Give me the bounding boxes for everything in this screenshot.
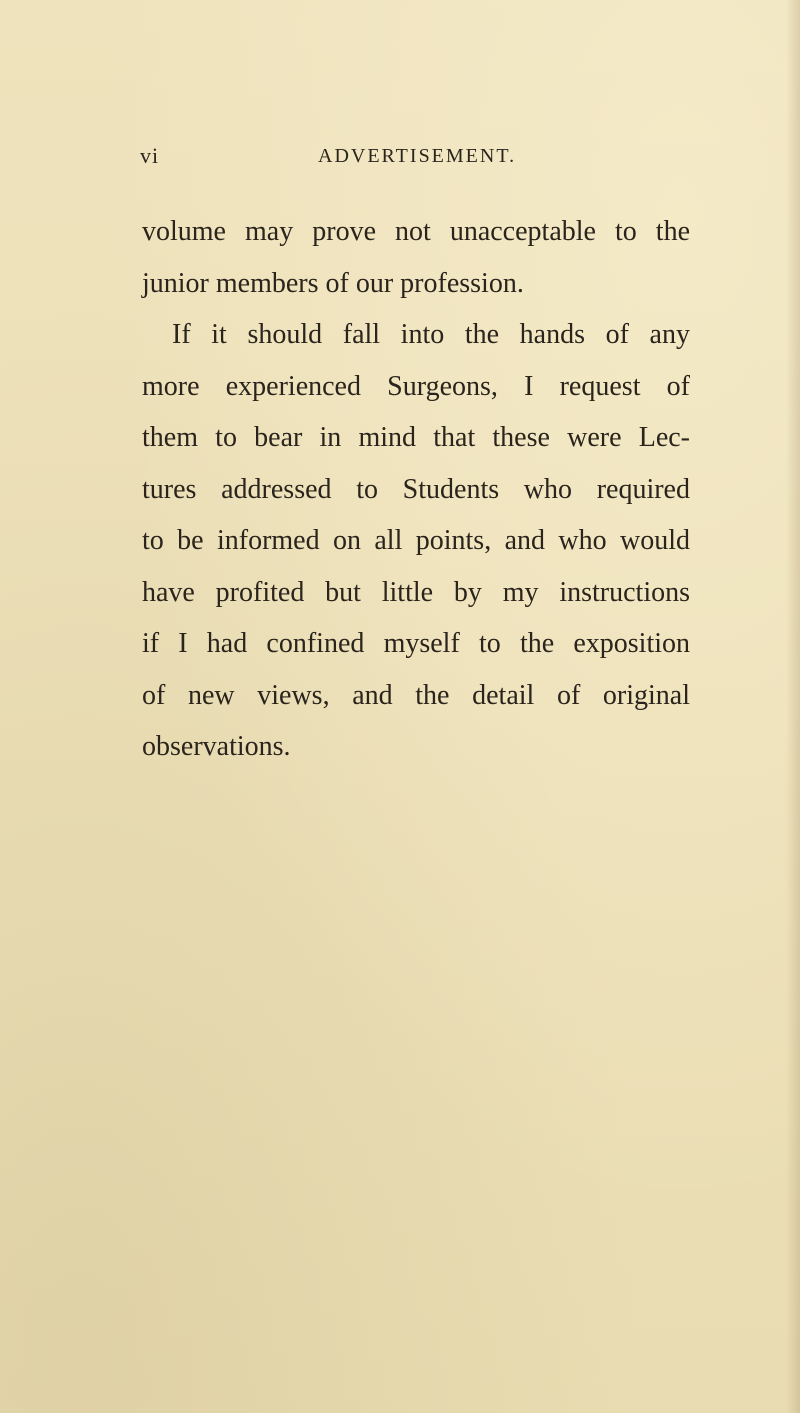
text-line: have profited but little by my instructions xyxy=(142,576,690,608)
page-edge-shadow xyxy=(786,0,800,1413)
text-line: if I had confined myself to the exposition xyxy=(142,628,690,659)
running-head xyxy=(140,143,700,177)
text-line: them to bear in mind that these were Lec- xyxy=(142,422,690,453)
text-line: If it should fall into the hands of any xyxy=(172,319,690,350)
body-text xyxy=(142,206,690,773)
text-line: tures addressed to Students who required xyxy=(142,473,690,505)
text-line: more experienced Surgeons, I request of xyxy=(142,370,690,402)
text-line: junior members of our profession. xyxy=(142,267,524,299)
text-line: observations. xyxy=(142,731,291,762)
running-head-title: ADVERTISEMENT. xyxy=(318,145,517,167)
text-line: to be informed on all points, and who would xyxy=(142,525,690,556)
text-line: volume may prove not unacceptable to the xyxy=(142,216,690,247)
page-number: vi xyxy=(140,143,160,168)
text-line: of new views, and the detail of original xyxy=(142,679,690,711)
